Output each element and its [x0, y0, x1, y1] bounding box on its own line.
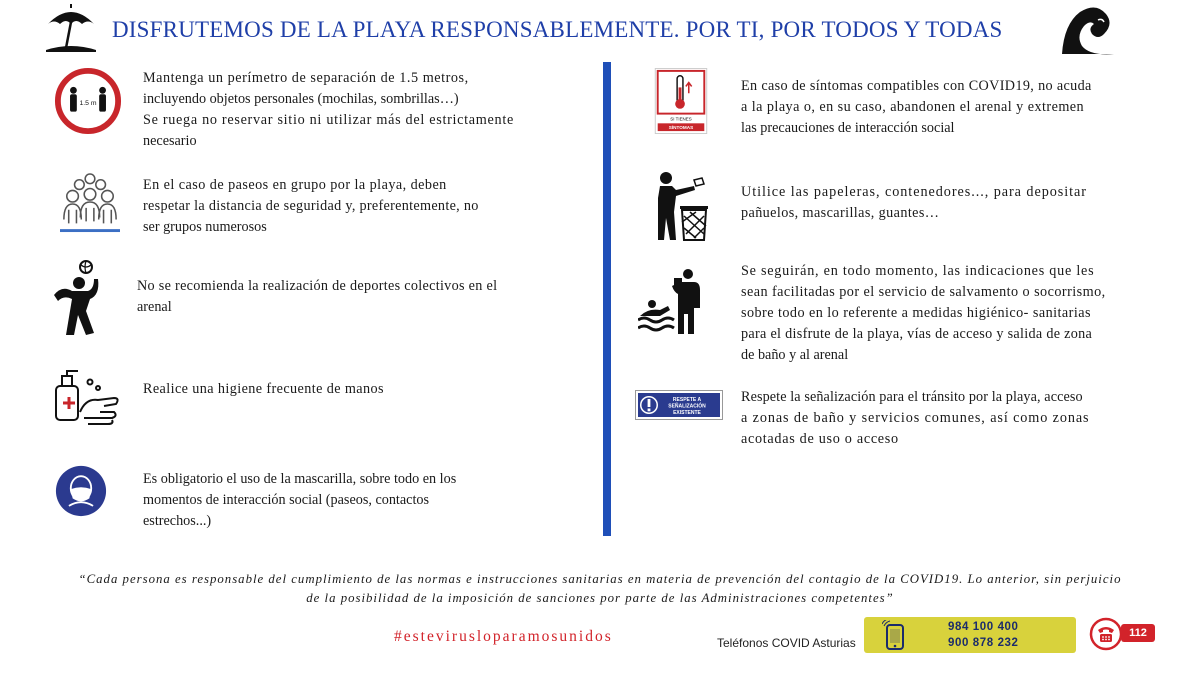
- signage-label-1: RESPETE A: [672, 397, 702, 403]
- rule-text-line: ser grupos numerosos: [143, 219, 267, 235]
- wave-icon: [1058, 4, 1116, 56]
- rule-text-line: Es obligatorio el uso de la mascarilla, sobre todo en los: [143, 471, 457, 487]
- signage-label-2: SEÑALIZACIÓN: [668, 403, 706, 410]
- rule-text-line: Se ruega no reservar sitio ni utilizar más del estrictamente: [143, 112, 514, 128]
- rule-text-line: de baño y al arenal: [741, 347, 849, 363]
- column-divider: [603, 62, 611, 536]
- lifeguard-icon: [638, 268, 708, 338]
- thermometer-sign-label: SI TIENES: [670, 116, 692, 122]
- distance-sign-label: 1.5 m: [79, 99, 97, 107]
- phone-number-1[interactable]: 984 100 400: [948, 621, 1019, 633]
- rule-text-line: arenal: [137, 299, 172, 315]
- rule-text-line: a la playa o, en su caso, abandonen el arenal y extremen: [741, 99, 1085, 115]
- face-mask-icon: [55, 465, 107, 517]
- signage-label-3: EXISTENTE: [673, 410, 701, 416]
- rule-text-line: respetar la distancia de seguridad y, preferentemente, no: [143, 198, 479, 214]
- group-people-icon: [60, 170, 120, 236]
- rule-text-line: Utilice las papeleras, contenedores..., para depositar: [741, 184, 1087, 200]
- hand-washing-icon: [54, 368, 122, 428]
- rule-text-line: Se seguirán, en todo momento, las indicaciones que les: [741, 263, 1095, 279]
- rule-text-line: En caso de síntomas compatibles con COVID19, no acuda: [741, 78, 1092, 94]
- rule-text-line: incluyendo objetos personales (mochilas, sombrillas…): [143, 91, 459, 107]
- thermometer-sign-sublabel: SÍNTOMAS: [668, 125, 694, 131]
- rule-text-line: Mantenga un perímetro de separación de 1.5 metros,: [143, 70, 469, 86]
- page-title: DISFRUTEMOS DE LA PLAYA RESPONSABLEMENTE. POR TI, POR TODOS Y TODAS: [112, 17, 1003, 42]
- rule-text-line: No se recomienda la realización de deportes colectivos en el: [137, 278, 498, 294]
- rule-text-line: pañuelos, mascarillas, guantes…: [741, 205, 940, 221]
- hashtag: #estevirusloparamosunidos: [394, 628, 613, 645]
- rule-text-line: estrechos...): [143, 513, 212, 529]
- phones-label: Teléfonos COVID Asturias: [717, 636, 856, 650]
- rule-text-line: sobre todo en lo referente a medidas higiénico- sanitarias: [741, 305, 1091, 321]
- phone-number-2[interactable]: 900 878 232: [948, 637, 1019, 649]
- rule-text-line: sean facilitadas por el servicio de salvamento o socorrismo,: [741, 284, 1106, 300]
- trash-bin-icon: [654, 170, 710, 242]
- responsibility-quote: [40, 570, 1160, 608]
- rule-text-line: Respete la señalización para el tránsito por la playa, acceso: [741, 389, 1083, 405]
- signage-icon: [635, 390, 723, 420]
- quote-line: de la posibilidad de la imposición de sanciones por parte de las Administraciones competentes”: [306, 591, 894, 605]
- volleyball-player-icon: [50, 258, 106, 338]
- quote-line: “Cada persona es responsable del cumplimiento de las normas e instrucciones sanitarias en materia de prevención del contagio de la COVID19. Lo anterior, sin perjuicio: [78, 572, 1122, 586]
- rule-text-line: para el disfrute de la playa, vías de acceso y salida de zona: [741, 326, 1093, 342]
- rule-text-line: a zonas de baño y servicios comunes, así como zonas: [741, 410, 1090, 426]
- rule-text-line: acotadas de uso o acceso: [741, 431, 899, 447]
- mobile-phone-icon: [882, 620, 908, 650]
- emergency-phone-icon: [1089, 617, 1123, 651]
- emergency-number-badge: [1089, 617, 1157, 651]
- covid-phones-box: [864, 617, 1076, 653]
- distance-sign-icon: [54, 67, 122, 135]
- thermometer-sign-icon: [654, 68, 708, 134]
- emergency-number[interactable]: 112: [1121, 624, 1155, 642]
- rule-text-line: las precauciones de interacción social: [741, 120, 955, 136]
- header: [0, 0, 1200, 62]
- beach-umbrella-icon: [44, 4, 98, 54]
- rule-text-line: En el caso de paseos en grupo por la playa, deben: [143, 177, 447, 193]
- rule-text-line: Realice una higiene frecuente de manos: [143, 381, 384, 397]
- rule-text-line: momentos de interacción social (paseos, contactos: [143, 492, 430, 508]
- rule-text-line: necesario: [143, 133, 197, 149]
